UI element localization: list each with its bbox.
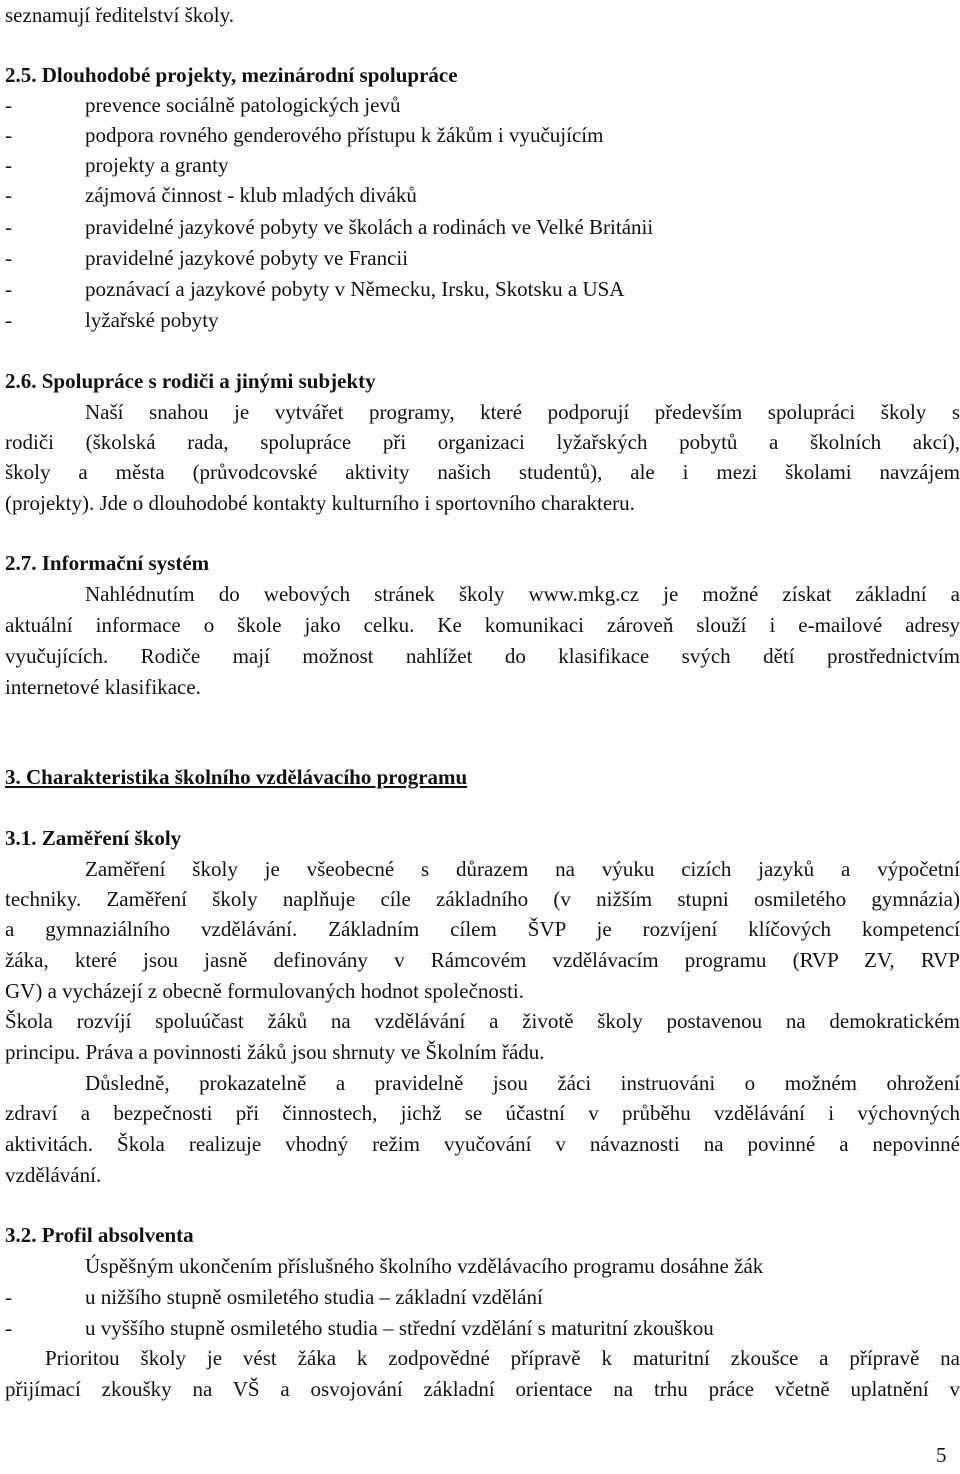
section-3-heading: 3. Charakteristika školního vzdělávacího programu bbox=[5, 765, 468, 789]
paragraph-line: Škola rozvíjí spoluúčast žáků na vzdělávání a životě školy postavenou na demokratickém bbox=[5, 1009, 960, 1033]
paragraph-line: přijímací zkoušky na VŠ a osvojování základní orientace na trhu práce včetně uplatnění v bbox=[5, 1377, 960, 1401]
paragraph-line: zdraví a bezpečnosti při činnostech, jichž se účastní v průběhu vzdělávání i výchovných bbox=[5, 1101, 960, 1125]
paragraph-line: rodiči (školská rada, spolupráce při organizaci lyžařských pobytů a školních akcí), bbox=[5, 430, 960, 454]
list-item: - lyžařské pobyty bbox=[5, 308, 219, 332]
list-item: - prevence sociálně patologických jevů bbox=[5, 93, 401, 117]
paragraph-line: vyučujících. Rodiče mají možnost nahlížet do klasifikace svých dětí prostřednictvím bbox=[5, 644, 960, 668]
paragraph-line: Zaměření školy je všeobecné s důrazem na výuku cizích jazyků a výpočetní bbox=[85, 857, 960, 881]
section-2-5-heading: 2.5. Dlouhodobé projekty, mezinárodní spolupráce bbox=[5, 63, 458, 87]
paragraph-line: principu. Práva a povinnosti žáků jsou shrnuty ve Školním řádu. bbox=[5, 1040, 545, 1064]
section-3-1-heading: 3.1. Zaměření školy bbox=[5, 826, 182, 850]
paragraph-line: aktuální informace o škole jako celku. Ke komunikaci zároveň slouží i e-mailové adresy bbox=[5, 613, 960, 637]
paragraph-line: Nahlédnutím do webových stránek školy www.mkg.cz je možné získat základní a bbox=[85, 582, 960, 606]
paragraph-line: vzdělávání. bbox=[5, 1163, 102, 1187]
paragraph-line: aktivitách. Škola realizuje vhodný režim vyučování v návaznosti na povinné a nepovinné bbox=[5, 1132, 960, 1156]
paragraph-line: techniky. Zaměření školy naplňuje cíle základního (v nižším stupni osmiletého gymnázia) bbox=[5, 887, 960, 911]
list-item: - u nižšího stupně osmiletého studia – základní vzdělání bbox=[5, 1285, 543, 1309]
section-3-2-heading: 3.2. Profil absolventa bbox=[5, 1223, 194, 1247]
paragraph-line: internetové klasifikace. bbox=[5, 675, 201, 699]
paragraph-line: (projekty). Jde o dlouhodobé kontakty kulturního i sportovního charakteru. bbox=[5, 491, 635, 515]
paragraph-line: Prioritou školy je vést žáka k zodpovědné přípravě k maturitní zkoušce a přípravě na bbox=[45, 1346, 960, 1370]
paragraph-line: Úspěšným ukončením příslušného školního vzdělávacího programu dosáhne žák bbox=[85, 1254, 764, 1278]
paragraph-line: Naší snahou je vytvářet programy, které podporují především spolupráci školy s bbox=[85, 400, 960, 424]
section-2-7-heading: 2.7. Informační systém bbox=[5, 551, 210, 575]
section-2-6-heading: 2.6. Spolupráce s rodiči a jinými subjekty bbox=[5, 369, 376, 393]
page-number: 5 bbox=[936, 1443, 947, 1467]
list-item: - zájmová činnost - klub mladých diváků bbox=[5, 183, 417, 207]
list-item: - pravidelné jazykové pobyty ve Francii bbox=[5, 246, 409, 270]
paragraph-line: žáka, které jsou jasně definovány v Rámcovém vzdělávacím programu (RVP ZV, RVP bbox=[5, 948, 960, 972]
list-item: - poznávací a jazykové pobyty v Německu, Irsku, Skotsku a USA bbox=[5, 277, 625, 301]
paragraph-line: a gymnaziálního vzdělávání. Základním cílem ŠVP je rozvíjení klíčových kompetencí bbox=[5, 917, 960, 941]
paragraph-line: GV) a vycházejí z obecně formulovaných hodnot společnosti. bbox=[5, 979, 525, 1003]
list-item: - podpora rovného genderového přístupu k žákům i vyučujícím bbox=[5, 123, 604, 147]
intro-tail-text: seznamují ředitelství školy. bbox=[5, 3, 235, 27]
paragraph-line: Důsledně, prokazatelně a pravidelně jsou žáci instruováni o možném ohrožení bbox=[85, 1071, 960, 1095]
list-item: - pravidelné jazykové pobyty ve školách a rodinách ve Velké Británii bbox=[5, 215, 654, 239]
list-item: - u vyššího stupně osmiletého studia – střední vzdělání s maturitní zkouškou bbox=[5, 1316, 714, 1340]
paragraph-line: školy a města (průvodcovské aktivity našich studentů), ale i mezi školami navzájem bbox=[5, 460, 960, 484]
list-item: - projekty a granty bbox=[5, 153, 229, 177]
